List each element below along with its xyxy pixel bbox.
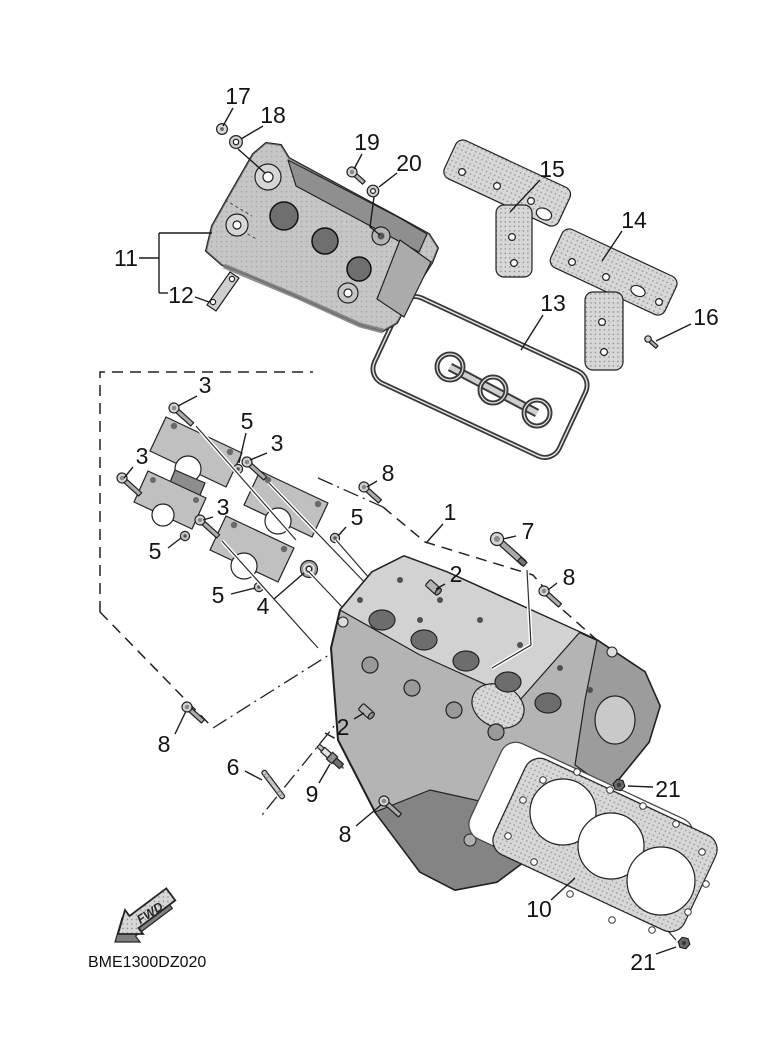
flange-nut-21 [677,937,691,950]
callout-ref-9: 9 [305,781,319,807]
callout-ref-11: 11 [114,245,138,271]
grommet-18 [230,136,243,149]
bolt-19 [345,165,367,186]
cover-plate-12 [207,272,239,311]
callout-ref-13: 13 [540,290,566,316]
callout-leader [503,536,516,539]
callout-ref-12: 12 [168,282,194,308]
screw-16 [643,334,659,349]
callout-ref-21: 21 [655,776,681,802]
callout-ref-3: 3 [135,443,149,469]
callout-ref-2: 2 [336,714,350,740]
callout-leader [338,527,346,536]
callout-ref-3: 3 [216,494,230,520]
callout-leader [231,588,255,594]
callout-ref-5: 5 [240,408,254,434]
callout-ref-14: 14 [621,207,647,233]
cylinder-bore [627,847,695,915]
callout-leader [656,947,676,954]
callout-ref-19: 19 [354,129,380,155]
callout-leader [319,764,330,783]
callout-ref-20: 20 [396,150,422,176]
bracket-gasket-14 [548,226,680,370]
callout-leader [521,315,543,350]
spark-well [270,202,298,230]
callout-ref-5: 5 [211,582,225,608]
callout-ref-17: 17 [225,83,251,109]
callout-ref-8: 8 [157,731,171,757]
callout-ref-8: 8 [338,821,352,847]
callout-ref-5: 5 [148,538,162,564]
callout-ref-2: 2 [449,561,463,587]
callout-ref-8: 8 [562,564,576,590]
oil-seal-4 [301,561,318,578]
callout-ref-10: 10 [526,896,552,922]
spark-well [347,257,371,281]
washer-20 [367,185,379,197]
callout-leader [250,453,267,460]
callout-leader [195,297,209,302]
callout-leader [354,154,362,169]
drawing-code: BME1300DZ020 [88,954,207,971]
stud-6 [261,770,285,800]
sealing-washer-17 [217,124,228,135]
callout-leader [548,583,557,590]
callout-leader [168,538,181,548]
callout-ref-16: 16 [693,304,719,330]
callout-ref-4: 4 [256,593,270,619]
callout-leader [223,108,233,126]
callout-leader [628,786,653,787]
head-cover-gasket-13 [368,291,593,462]
callout-leader [656,324,691,341]
callout-ref-3: 3 [198,372,212,398]
flange-bolt-8 [180,700,206,725]
callout-leader [426,524,443,543]
callout-ref-7: 7 [521,518,535,544]
spark-well [312,228,338,254]
callout-ref-8: 8 [381,460,395,486]
callout-ref-6: 6 [226,754,240,780]
callout-ref-3: 3 [270,430,284,456]
callout-leader [379,173,397,187]
callout-leader [178,396,197,406]
callout-ref-1: 1 [443,499,457,525]
callout-leader [124,467,133,478]
fwd-arrow [115,888,175,942]
callout-leader [245,771,262,780]
callout-leader [175,711,186,734]
fwd-arrow-label: FWD [134,899,166,927]
cap-bolt-3 [115,471,144,498]
camshaft-caps-group [134,417,328,582]
callout-ref-21: 21 [630,949,656,975]
callout-ref-5: 5 [350,504,364,530]
callout-ref-18: 18 [260,102,286,128]
callout-ref-15: 15 [539,156,565,182]
